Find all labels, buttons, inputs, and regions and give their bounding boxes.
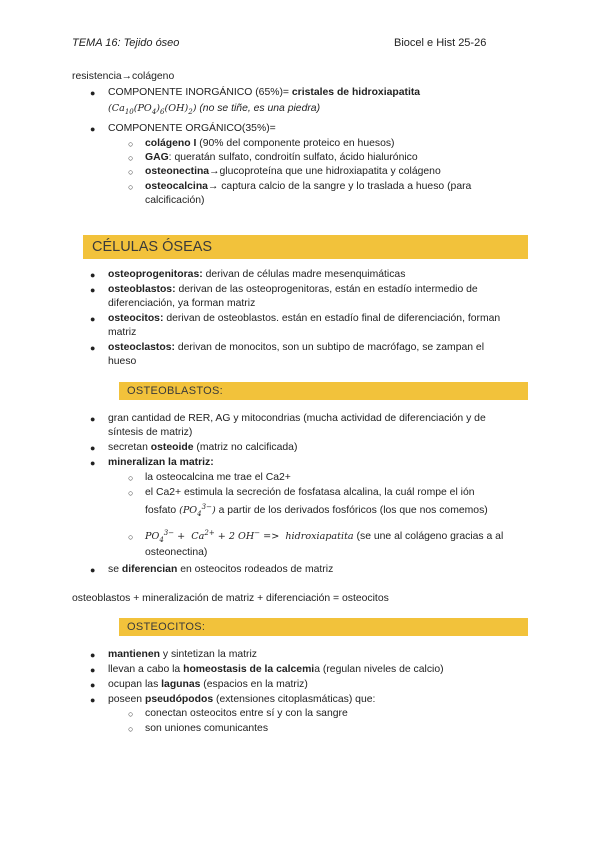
- osteoblast-item: gran cantidad de RER, AG y mitocondrias (mucha actividad de diferenciación y de: [108, 413, 486, 424]
- organic-item-bold: osteonectina: [145, 166, 210, 177]
- bold-span: pseudópodos: [144, 694, 214, 705]
- cell-item: [108, 341, 484, 355]
- section-title-celulas: CÉLULAS ÓSEAS: [92, 239, 213, 255]
- organic-item-continuation: calcificación): [145, 195, 205, 206]
- text-span: a (regulan niveles de calcio): [314, 664, 444, 675]
- osteoblast-item-continuation: síntesis de matriz): [108, 427, 193, 438]
- organic-component: COMPONENTE ORGÁNICO(35%)=: [108, 123, 276, 134]
- cell-item-bold: osteoblastos:: [108, 284, 176, 295]
- cell-item-bold: osteoprogenitoras:: [108, 269, 203, 280]
- text-span: en osteocitos rodeados de matriz: [177, 564, 334, 575]
- circle-bullet-icon: ○: [128, 167, 134, 177]
- bold-span: diferencian: [121, 564, 178, 575]
- osteocyte-item: [108, 678, 308, 692]
- inorganic-text: COMPONENTE INORGÁNICO (65%)=: [108, 87, 292, 98]
- osteocyte-item: [108, 648, 257, 662]
- organic-item-text: →glucoproteína que une hidroxiapatita y colágeno: [209, 166, 441, 177]
- mineral-subitem-continuation: osteonectina): [145, 547, 208, 558]
- mineral-subitem: la osteocalcina me trae el Ca2+: [145, 472, 291, 483]
- circle-bullet-icon: ○: [128, 182, 134, 192]
- reaction-formula: $PO_4^{3-} + Ca^{2+} + 2$ OH− =>: [145, 528, 286, 544]
- organic-item-text: → captura calcio de la sangre y lo traslada a hueso (para: [207, 181, 472, 192]
- pseudopod-subitem: son uniones comunicantes: [145, 723, 269, 734]
- mineral-subitem: el Ca2+ estimula la secreción de fosfatasa alcalina, la cuál rompe el ión: [145, 487, 475, 498]
- cell-item-continuation: matriz: [108, 327, 137, 338]
- page-header-course: Biocel e Hist 25-26: [394, 37, 487, 49]
- bullet-icon: ●: [90, 565, 96, 575]
- text-span: fosfato: [145, 505, 180, 516]
- bullet-icon: ●: [90, 124, 96, 134]
- organic-item: [145, 165, 441, 179]
- bold-span: lagunas: [161, 679, 201, 690]
- circle-bullet-icon: ○: [128, 709, 134, 719]
- circle-bullet-icon: ○: [128, 473, 134, 483]
- text-span: ocupan las: [108, 679, 162, 690]
- formula-math: $(Ca_{10}(PO_4)_6(OH)_2)$: [108, 103, 197, 116]
- page-header-topic: [72, 37, 179, 49]
- text-span: (matriz no calcificada): [193, 442, 298, 453]
- cell-item-bold: osteocitos:: [108, 313, 164, 324]
- organic-item: [145, 151, 418, 165]
- text-span: se: [108, 564, 122, 575]
- text-span: poseen: [108, 694, 145, 705]
- bullet-icon: ●: [90, 443, 96, 453]
- cell-item-text: derivan de células madre mesenquimáticas: [202, 269, 406, 280]
- text-span: (se une al colágeno gracias a al: [353, 531, 504, 542]
- organic-item-bold: osteocalcina: [145, 181, 208, 192]
- bullet-icon: ●: [90, 314, 96, 324]
- organic-item: [145, 137, 395, 151]
- osteocyte-item: [108, 693, 375, 707]
- osteocyte-item: [108, 663, 444, 677]
- pseudopod-subitem: conectan osteocitos entre sí y con la sangre: [145, 708, 348, 719]
- text-span: a partir de los derivados fosfóricos (los que nos comemos): [215, 505, 488, 516]
- hydroxyapatite-formula: [108, 102, 320, 116]
- inorganic-component: [108, 86, 420, 100]
- bullet-icon: ●: [90, 650, 96, 660]
- bullet-icon: ●: [90, 695, 96, 705]
- text-span: llevan a cabo la: [108, 664, 184, 675]
- summary-line: osteoblastos + mineralización de matriz + diferenciación = osteocitos: [72, 593, 389, 604]
- mineral-subitem-continuation: [145, 504, 488, 518]
- bullet-icon: ●: [90, 88, 96, 98]
- bold-span: homeostasis de la calcemi: [183, 664, 315, 675]
- osteoblast-item: [108, 441, 297, 455]
- circle-bullet-icon: ○: [128, 488, 134, 498]
- cell-item: [108, 268, 405, 282]
- bullet-icon: ●: [90, 285, 96, 295]
- cell-item-text: derivan de las osteoprogenitoras, están en estadío intermedio de: [175, 284, 478, 295]
- cell-item: [108, 283, 478, 297]
- organic-item-text: : queratán sulfato, condroitín sulfato, ácido hialurónico: [168, 152, 418, 163]
- organic-item-bold: colágeno I: [145, 138, 197, 149]
- bullet-icon: ●: [90, 458, 96, 468]
- section-title-osteoblastos: OSTEOBLASTOS:: [127, 385, 224, 397]
- inorganic-bold: cristales de hidroxiapatita: [291, 87, 421, 98]
- cell-item-continuation: hueso: [108, 356, 137, 367]
- topic-title: Tejido óseo: [123, 37, 180, 49]
- reaction-product: hidroxiapatita: [285, 531, 354, 542]
- text-span: secretan: [108, 442, 151, 453]
- bullet-icon: ●: [90, 414, 96, 424]
- organic-item-bold: GAG: [145, 152, 169, 163]
- organic-item-text: (90% del componente proteico en huesos): [196, 138, 395, 149]
- bold-span: osteoide: [150, 442, 194, 453]
- intro-line: resistencia→colágeno: [72, 71, 175, 82]
- circle-bullet-icon: ○: [128, 532, 134, 542]
- circle-bullet-icon: ○: [128, 724, 134, 734]
- text-span: y sintetizan la matriz: [159, 649, 257, 660]
- cell-item: [108, 312, 500, 326]
- circle-bullet-icon: ○: [128, 153, 134, 163]
- osteoblast-item: [108, 563, 333, 577]
- text-span: (extensiones citoplasmáticas) que:: [213, 694, 376, 705]
- bullet-icon: ●: [90, 665, 96, 675]
- bold-span: mantienen: [108, 649, 160, 660]
- section-title-osteocitos: OSTEOCITOS:: [127, 621, 206, 633]
- cell-item-bold: osteoclastos:: [108, 342, 175, 353]
- topic-prefix: TEMA 16:: [72, 37, 121, 49]
- bullet-icon: ●: [90, 343, 96, 353]
- cell-item-continuation: diferenciación, ya forman matriz: [108, 298, 256, 309]
- organic-item: [145, 180, 471, 194]
- cell-item-text: derivan de monocitos, son un subtipo de macrófago, se zampan el: [174, 342, 484, 353]
- bullet-icon: ●: [90, 270, 96, 280]
- text-span: (espacios en la matriz): [200, 679, 308, 690]
- cell-item-text: derivan de osteoblastos. están en estadío final de diferenciación, forman: [163, 313, 501, 324]
- bullet-icon: ●: [90, 680, 96, 690]
- osteoblast-item: mineralizan la matriz:: [108, 457, 214, 468]
- mineral-subitem: [145, 530, 503, 544]
- circle-bullet-icon: ○: [128, 139, 134, 149]
- phosphate-formula: $(PO_4^{3-})$: [179, 502, 216, 518]
- formula-note: (no se tiñe, es una piedra): [199, 103, 321, 114]
